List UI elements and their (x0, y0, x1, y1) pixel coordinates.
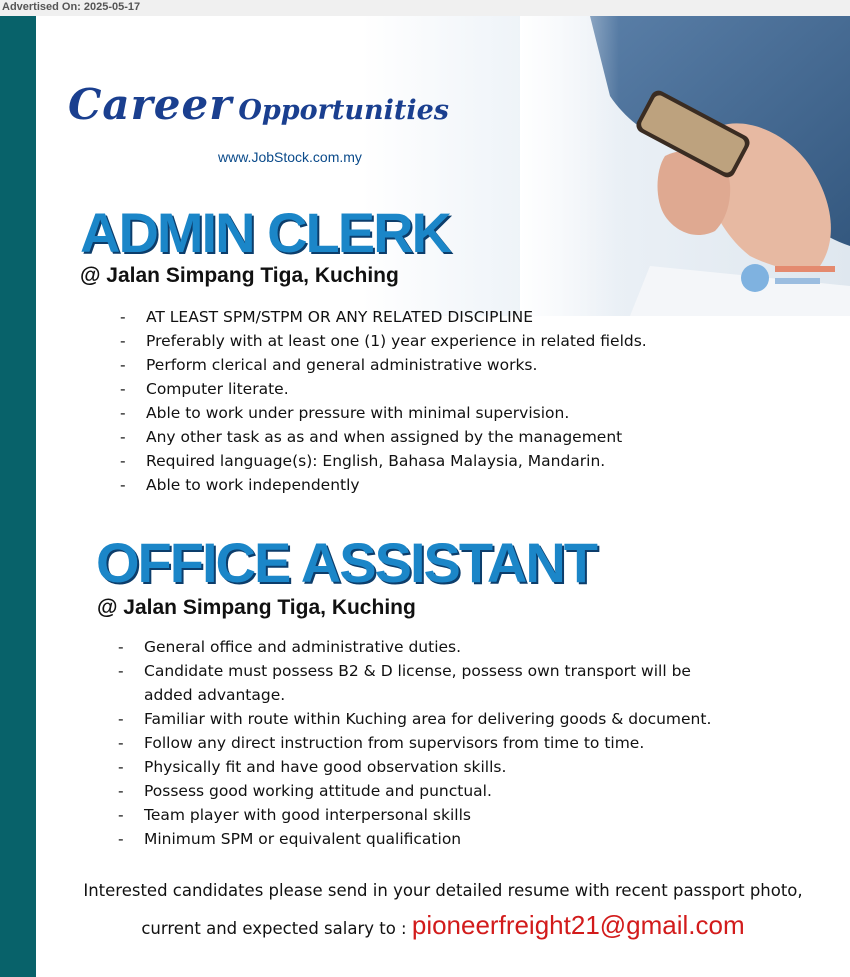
list-item: - Able to work under pressure with minimal supervision. (120, 401, 760, 425)
list-item: - Familiar with route within Kuching area for delivering goods & document. (118, 707, 758, 731)
list-item: - Team player with good interpersonal skills (118, 803, 758, 827)
list-item: - General office and administrative duties. (118, 635, 758, 659)
career-opportunities-heading (68, 80, 449, 129)
list-item: - Computer literate. (120, 377, 760, 401)
apply-prefix: current and expected salary to : (141, 919, 412, 938)
advertised-date: Advertised On: 2025-05-17 (2, 1, 141, 13)
apply-instructions: Interested candidates please send in your detailed resume with recent passport photo, (83, 881, 803, 900)
list-item: - Any other task as as and when assigned by the management (120, 425, 760, 449)
left-accent-bar (0, 16, 36, 977)
list-item: - Required language(s): English, Bahasa Malaysia, Mandarin. (120, 449, 760, 473)
career-word: Career (68, 80, 233, 129)
opportunities-word: Opportunities (238, 95, 449, 126)
job-title-admin-clerk: ADMIN CLERK (80, 201, 450, 264)
advertised-bar (0, 0, 850, 17)
list-item: - Perform clerical and general administrative works. (120, 353, 760, 377)
list-item: - Physically fit and have good observation skills. (118, 755, 758, 779)
site-url: www.JobStock.com.my (218, 149, 362, 165)
apply-contact (36, 910, 850, 941)
list-item: - Preferably with at least one (1) year experience in related fields. (120, 329, 760, 353)
list-item: - Able to work independently (120, 473, 760, 497)
list-item: - AT LEAST SPM/STPM OR ANY RELATED DISCIPLINE (120, 305, 760, 329)
list-item: - Possess good working attitude and punctual. (118, 779, 758, 803)
job-location-office-assistant: @ Jalan Simpang Tiga, Kuching (97, 596, 416, 619)
hand-holding-phone-photo (520, 16, 850, 316)
requirements-list-office-assistant (118, 635, 758, 851)
list-item: - Candidate must possess B2 & D license, possess own transport will be added advantage. (118, 659, 724, 707)
job-title-office-assistant: OFFICE ASSISTANT (96, 531, 596, 594)
list-item: - Minimum SPM or equivalent qualification (118, 827, 758, 851)
requirements-list-admin-clerk (120, 305, 760, 497)
job-location-admin-clerk: @ Jalan Simpang Tiga, Kuching (80, 264, 399, 287)
list-item: - Follow any direct instruction from supervisors from time to time. (118, 731, 758, 755)
contact-email-link[interactable]: pioneerfreight21@gmail.com (411, 910, 745, 940)
